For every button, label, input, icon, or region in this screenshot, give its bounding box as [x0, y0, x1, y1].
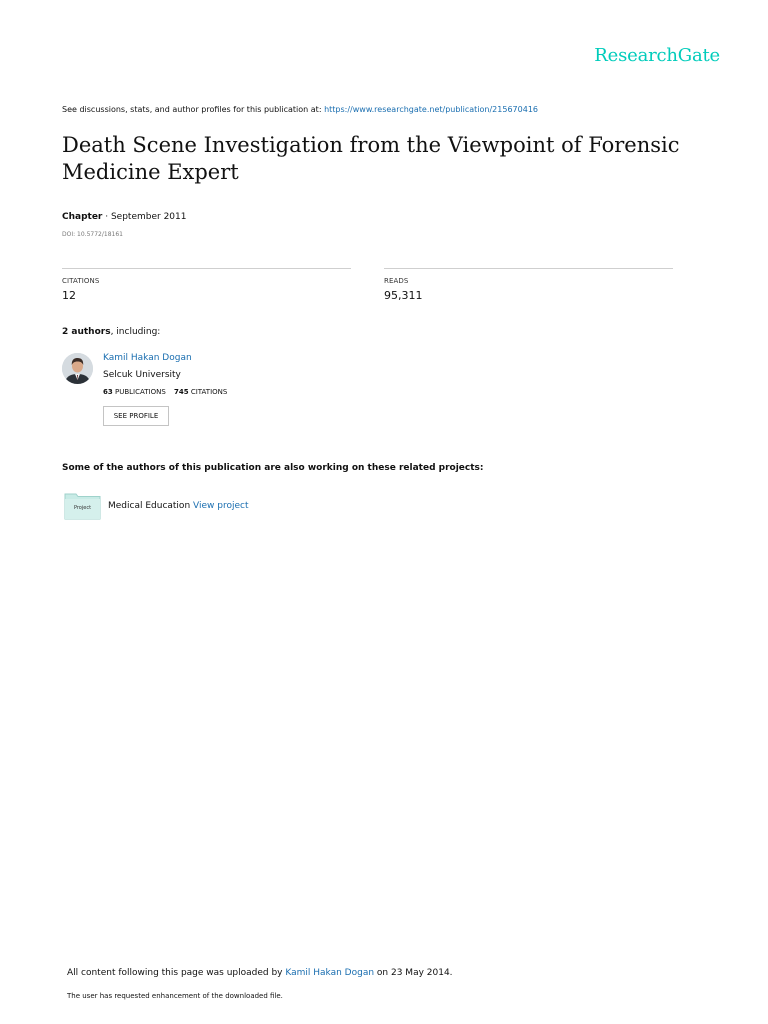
reads-label: READS: [384, 277, 409, 285]
meta-separator: ·: [102, 212, 111, 222]
publication-date: September 2011: [110, 212, 187, 222]
author-name-link[interactable]: Kamil Hakan Dogan: [103, 353, 192, 363]
project-name: Medical Education: [108, 501, 191, 511]
author-publications-count: 63: [103, 388, 113, 396]
publication-doi: DOI: 10.5772/18161: [62, 231, 123, 238]
uploader-link[interactable]: Kamil Hakan Dogan: [285, 968, 375, 978]
project-folder-icon: [64, 491, 101, 520]
related-projects-heading: Some of the authors of this publication are also working on these related projects:: [62, 463, 484, 473]
publication-title: Death Scene Investigation from the Viewpoint of Forensic Medicine Expert: [62, 133, 680, 184]
project-icon-label: Project: [73, 505, 92, 511]
publication-url-link[interactable]: https://www.researchgate.net/publication/215670416: [324, 105, 538, 114]
see-discussions-text: See discussions, stats, and author profiles for this publication at:: [62, 105, 325, 114]
author-citations-count: 745: [174, 388, 189, 396]
brand-logo[interactable]: ResearchGate: [594, 45, 720, 66]
view-project-link[interactable]: View project: [193, 501, 249, 511]
author-publications-label: PUBLICATIONS: [114, 388, 166, 396]
author-photo-icon[interactable]: [62, 353, 93, 384]
author-stats: [103, 388, 227, 396]
authors-suffix: , including:: [110, 327, 161, 337]
footer-upload-line: [67, 968, 453, 978]
publication-type: Chapter: [62, 212, 103, 222]
reads-stat: [384, 268, 673, 302]
citations-label: CITATIONS: [62, 277, 100, 285]
author-citations-label: CITATIONS: [190, 388, 228, 396]
see-discussions-line: [62, 105, 538, 114]
citations-value: 12: [62, 289, 76, 302]
author-institution: Selcuk University: [103, 370, 181, 380]
upload-suffix: on 23 May 2014.: [374, 968, 453, 978]
project-item: [108, 501, 249, 511]
reads-value: 95,311: [384, 289, 423, 302]
footer-note: The user has requested enhancement of the downloaded file.: [67, 992, 283, 1000]
upload-prefix: All content following this page was uploaded by: [67, 968, 286, 978]
citations-stat: [62, 268, 351, 302]
publication-meta: [62, 212, 186, 222]
authors-count: 2 authors: [62, 327, 111, 337]
authors-heading: [62, 327, 160, 337]
see-profile-button[interactable]: SEE PROFILE: [103, 406, 169, 426]
